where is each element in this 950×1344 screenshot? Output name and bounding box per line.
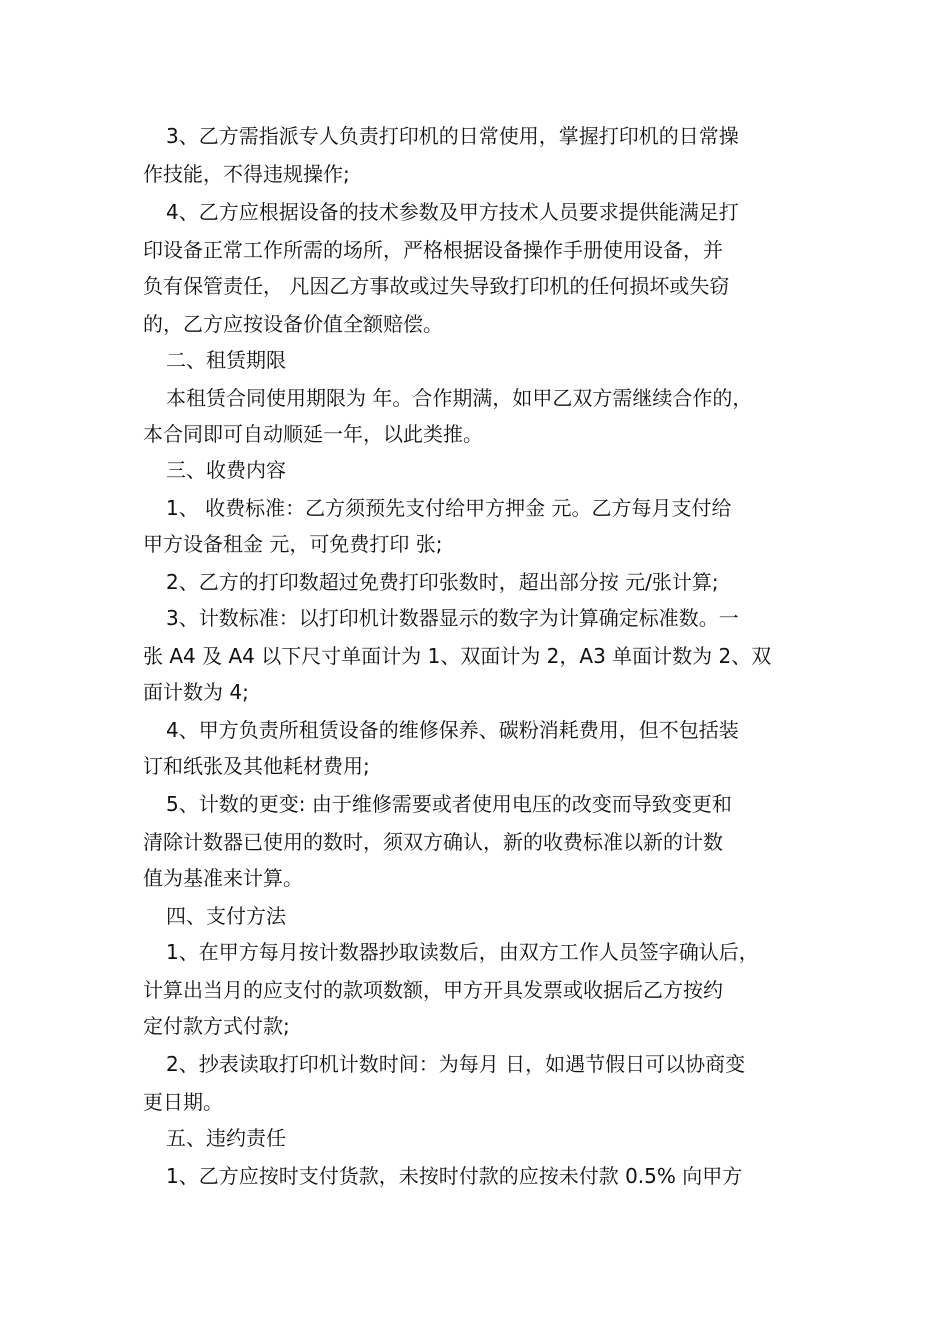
lease-term-line-1: 本租赁合同使用期限为 年。合作期满，如甲乙双方需继续合作的， bbox=[166, 386, 753, 410]
payment-2-line-1: 2、抄表读取打印机计数时间：为每月 日，如遇节假日可以协商变 bbox=[166, 1052, 746, 1076]
clause-3-line-2: 作技能，不得违规操作; bbox=[143, 162, 350, 186]
section-4-heading: 四、支付方法 bbox=[166, 904, 286, 928]
payment-1-line-2: 计算出当月的应支付的款项数额，甲方开具发票或收据后乙方按约 bbox=[143, 978, 723, 1002]
fee-1-line-2: 甲方设备租金 元，可免费打印 张; bbox=[143, 532, 443, 556]
fee-1-line-1: 1、 收费标准：乙方须预先支付给甲方押金 元。乙方每月支付给 bbox=[166, 496, 732, 520]
section-2-heading: 二、租赁期限 bbox=[166, 348, 286, 372]
fee-4-line-2: 订和纸张及其他耗材费用; bbox=[143, 754, 370, 778]
fee-3-line-2: 张 A4 及 A4 以下尺寸单面计为 1、双面计为 2，A3 单面计数为 2、双 bbox=[143, 644, 772, 668]
fee-5-line-2: 清除计数器已使用的数时，须双方确认，新的收费标准以新的计数 bbox=[143, 830, 723, 854]
payment-2-line-2: 更日期。 bbox=[143, 1090, 223, 1114]
section-3-heading: 三、收费内容 bbox=[166, 458, 286, 482]
payment-1-line-3: 定付款方式付款; bbox=[143, 1014, 290, 1038]
clause-4-line-4: 的，乙方应按设备价值全额赔偿。 bbox=[143, 312, 443, 336]
breach-1-line-1: 1、乙方应按时支付货款，未按时付款的应按未付款 0.5% 向甲方 bbox=[166, 1164, 743, 1188]
fee-3-line-1: 3、计数标准：以打印机计数器显示的数字为计算确定标准数。一 bbox=[166, 606, 739, 630]
section-5-heading: 五、违约责任 bbox=[166, 1126, 286, 1150]
clause-4-line-3: 负有保管责任， 凡因乙方事故或过失导致打印机的任何损坏或失窃 bbox=[143, 274, 730, 298]
clause-3-line-1: 3、乙方需指派专人负责打印机的日常使用，掌握打印机的日常操 bbox=[166, 124, 739, 148]
payment-1-line-1: 1、在甲方每月按计数器抄取读数后，由双方工作人员签字确认后， bbox=[166, 940, 759, 964]
fee-3-line-3: 面计数为 4; bbox=[143, 680, 249, 704]
fee-5-line-1: 5、计数的更变: 由于维修需要或者使用电压的改变而导致变更和 bbox=[166, 792, 732, 816]
lease-term-line-2: 本合同即可自动顺延一年，以此类推。 bbox=[143, 422, 483, 446]
fee-4-line-1: 4、甲方负责所租赁设备的维修保养、碳粉消耗费用，但不包括装 bbox=[166, 718, 739, 742]
clause-4-line-2: 印设备正常工作所需的场所，严格根据设备操作手册使用设备，并 bbox=[143, 238, 723, 262]
fee-5-line-3: 值为基准来计算。 bbox=[143, 866, 303, 890]
fee-2-line-1: 2、乙方的打印数超过免费打印张数时，超出部分按 元/张计算; bbox=[166, 570, 719, 594]
clause-4-line-1: 4、乙方应根据设备的技术参数及甲方技术人员要求提供能满足打 bbox=[166, 200, 739, 224]
